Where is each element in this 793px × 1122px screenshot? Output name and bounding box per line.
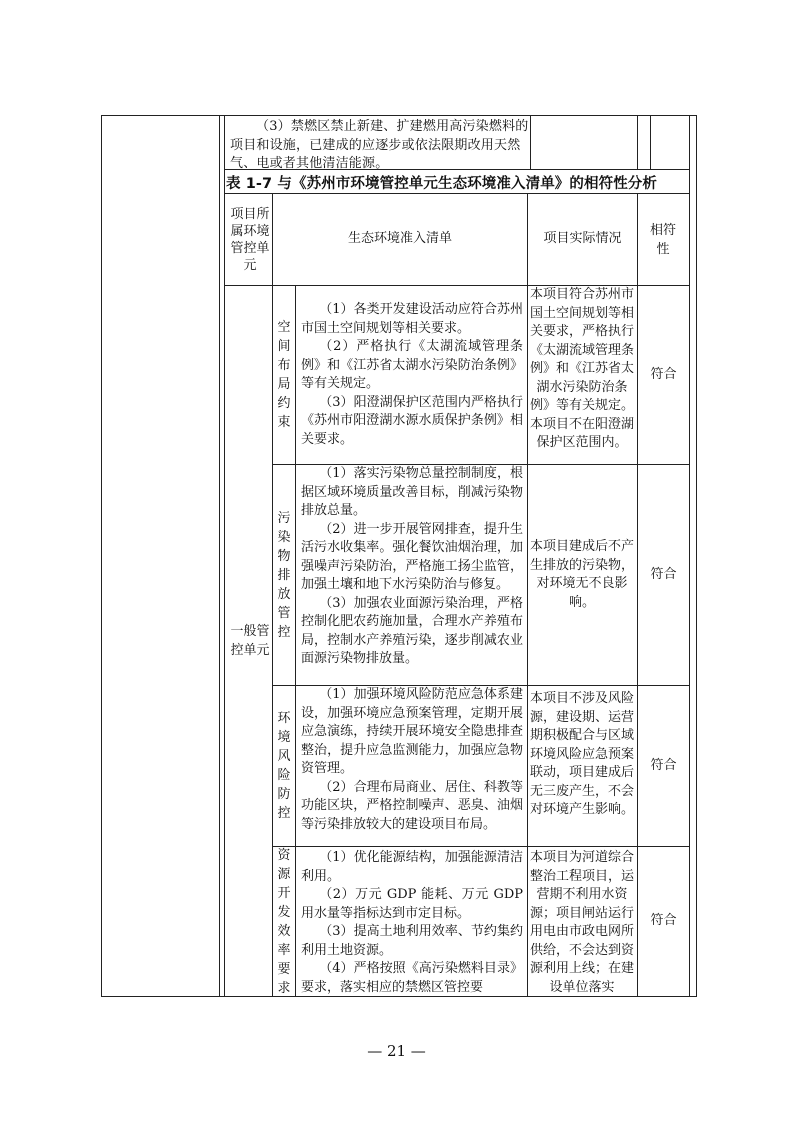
unit-name: 一般管控单元 <box>230 624 270 658</box>
actual-situation: 本项目为河道综合整治工程项目，运营期不利用水资源；项目闸站运行用电由市政电网所供给，不会达到资源利用上线；在建设单位落实 <box>530 850 634 995</box>
prev-col-line <box>637 115 638 169</box>
header-list: 生态环境准入清单 <box>347 231 452 247</box>
requirement-item: （2）万元 GDP 能耗、万元 GDP 用水量等指标达到市定目标。 <box>301 887 523 921</box>
table-bottom-line <box>224 996 689 997</box>
requirement-item: （1）加强环境风险防范应急体系建设，加强环境应急预案管理，定期开展应急演练，持续开展环境安全隐患排查整治，提升应急监测能力，加强应急物资管理。 <box>301 687 523 776</box>
requirement-item: （2）严格执行《太湖流域管理条例》和《江苏省太湖水污染防治条例》等有关规定。 <box>301 339 523 391</box>
header-unit: 项目所属环境管控单元 <box>230 206 270 273</box>
prev-col-line <box>650 115 651 169</box>
requirement-item: （4）严格按照《高污染燃料目录》要求，落实相应的禁燃区管控要 <box>301 961 523 995</box>
category-label: 污 染 物 排 放 管 控 <box>277 510 291 640</box>
right-border-line <box>689 115 690 997</box>
row-divider <box>272 846 689 847</box>
category-label: 环 境 风 险 防 控 <box>277 711 291 821</box>
header-conformity: 相符性 <box>649 222 676 257</box>
requirement-item: （1）各类开发建设活动应符合苏州市国土空间规划等相关要求。 <box>301 302 523 336</box>
category-label: 空 间 布 局 约 束 <box>277 320 291 430</box>
requirement-list <box>301 686 523 834</box>
table-caption: 表 1-7 与《苏州市环境管控单元生态环境准入清单》的相符性分析 <box>226 176 657 192</box>
requirement-list <box>301 465 523 669</box>
previous-row-text: （3）禁燃区禁止新建、扩建燃用高污染燃料的项目和设施，已建成的应逐步或依法限期改用天然气、电或者其他清洁能源。 <box>230 119 529 171</box>
requirement-item: （3）提高土地利用效率、节约集约利用土地资源。 <box>301 924 523 958</box>
requirement-item: （3）阳澄湖保护区范围内严格执行《苏州市阳澄湖水源水质保护条例》相关要求。 <box>301 394 523 447</box>
requirement-list <box>301 301 523 449</box>
conformity-result: 符合 <box>650 757 677 773</box>
header-actual: 项目实际情况 <box>543 231 622 247</box>
requirement-item: （1）优化能源结构，加强能源清洁利用。 <box>301 850 523 884</box>
conformity-result: 符合 <box>650 566 677 582</box>
col-line-unit <box>272 193 273 997</box>
requirement-item: （3）加强农业面源污染治理，严格控制化肥农药施加量，合理水产养殖布局，控制水产养殖污染，逐步削减农业面源污染物排放量。 <box>301 595 523 666</box>
inner-border-line <box>224 115 225 997</box>
actual-situation: 本项目符合苏州市国土空间规划等相关要求，严格执行《太湖流域管理条例》和《江苏省太湖水污染防治条例》等有关规定。本项目不在阳澄湖保护区范围内。 <box>530 287 634 450</box>
requirement-item: （2）合理布局商业、居住、科教等功能区块，严格控制噪声、恶臭、油烟等污染排放较大的建设项目布局。 <box>301 779 523 832</box>
page-number: — 21 — <box>367 1042 426 1060</box>
margin-column-line <box>219 115 220 997</box>
category-label: 资 源 开 发 效 率 要 求 <box>277 847 291 996</box>
col-line-list <box>527 193 528 997</box>
col-line-category <box>295 285 296 997</box>
conformity-result: 符合 <box>650 366 677 382</box>
conformity-result: 符合 <box>650 913 677 929</box>
requirement-list <box>301 849 523 996</box>
requirement-item: （2）进一步开展管网排查，提升生活污水收集率。强化餐饮油烟治理，加强噪声污染防治，严格施工扬尘监管，加强土壤和地下水污染防治与修复。 <box>301 521 523 592</box>
actual-situation: 本项目不涉及风险源，建设期、运营期积极配合与区域环境风险应急预案联动，项目建成后无三废产生，不会对环境产生影响。 <box>530 691 634 817</box>
requirement-item: （1）落实污染物总量控制制度，根据区域环境质量改善目标，削减污染物排放总量。 <box>301 466 523 518</box>
prev-col-line <box>530 115 531 169</box>
actual-situation: 本项目建成后不产生排放的污染物，对环境无不良影响。 <box>530 539 634 610</box>
